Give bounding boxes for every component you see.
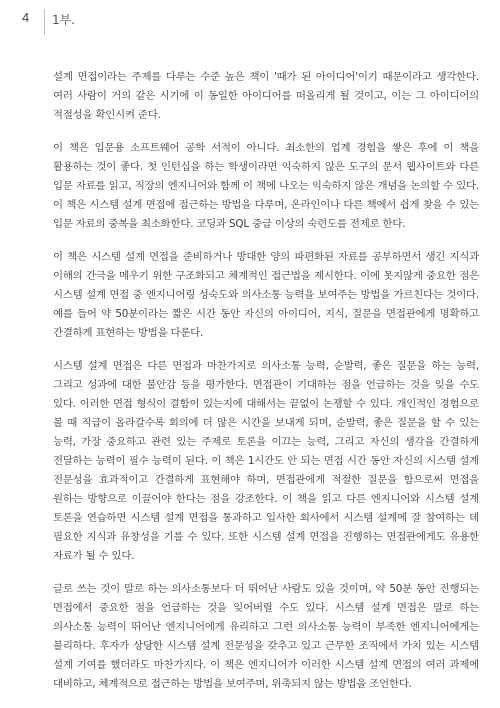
- paragraph: 시스템 설계 면접은 다른 면접과 마찬가지로 의사소통 능력, 순발력, 좋은 질문을 하는 능력, 그리고 성과에 대한 불안감 등을 평가한다. 면접관이 기대하는 점을 언급하는 것을 잊을 수도 있다. 이러한 면접 형식이 결함이 있는지에 대해서는 끝없이 논쟁할 수 있다. 개인적인 경험으로 볼 때 직급이 올라갈수록 회의에 더 많은 시간을 보내게 되며, 순발력, 좋은 질문을 할 수 있는 능력, 가장 중요하고 관련 있는 주제로 토론을 이끄는 능력, 그리고 자신의 생각을 간결하게 전달하는 능력이 필수 능력이 된다. 이 책은 1시간도 안 되는 면접 시간 동안 자신의 시스템 설계 전문성을 효과적이고 간결하게 표현해야 하며, 면접관에게 적절한 질문을 함으로써 면접을 원하는 방향으로 이끌어야 한다는 점을 강조한다. 이 책을 읽고 다른 엔지니어와 시스템 설계 토론을 연습하면 시스템 설계 면접을 통과하고 입사한 회사에서 시스템 설계에 잘 참여하는 데 필요한 지식과 유창성을 기를 수 있다. 또한 시스템 설계 면접을 진행하는 면접관에게도 유용한 자료가 될 수 있다.: [53, 360, 479, 562]
- running-head-chapter: 1부.: [52, 13, 76, 27]
- paragraph: 이 책은 입문용 소프트웨어 공학 서적이 아니다. 최소한의 업계 경험을 쌓은 후에 이 책을 활용하는 것이 좋다. 첫 인턴십을 하는 학생이라면 익숙하지 않은 도구의 문서 웹사이트와 다른 입문 자료를 읽고, 직장의 엔지니어와 함께 이 책에 나오는 익숙하지 않은 개념을 논의할 수 있다. 이 책은 시스템 설계 면접에 접근하는 방법을 다루며, 온라인이나 다른 책에서 쉽게 찾을 수 있는 입문 자료의 중복을 최소화한다. 코딩과 SQL 중급 이상의 숙련도를 전제로 한다.: [53, 142, 479, 230]
- paragraph: 이 책은 시스템 설계 면접을 준비하거나 방대한 양의 파편화된 자료를 공부하면서 생긴 지식과 이해의 간극을 메우기 위한 구조화되고 체계적인 접근법을 제시한다. 이에 못지않게 중요한 점은 시스템 설계 면접 중 엔지니어링 성숙도와 의사소통 능력을 보여주는 방법을 가르친다는 것이다. 예를 들어 약 50분이라는 짧은 시간 동안 자신의 아이디어, 지식, 질문을 면접관에게 명확하고 간결하게 표현하는 방법을 다룬다.: [53, 251, 479, 339]
- paragraph: 글로 쓰는 것이 말로 하는 의사소통보다 더 뛰어난 사람도 있을 것이며, 약 50분 동안 진행되는 면접에서 중요한 점을 언급하는 것을 잊어버릴 수도 있다. 시스템 설계 면접은 말로 하는 의사소통 능력이 뛰어난 엔지니어에게 유리하고 그런 의사소통 능력이 부족한 엔지니어에게는 불리하다. 후자가 상당한 시스템 설계 전문성을 갖추고 있고 근무한 조직에서 가치 있는 시스템 설계 기여를 했더라도 마찬가지다. 이 책은 엔지니어가 이러한 시스템 설계 면접의 여러 과제에 대비하고, 체계적으로 접근하는 방법을 보여주며, 위축되지 않는 방법을 조언한다.: [53, 583, 479, 690]
- page-header: [0, 0, 500, 44]
- header-divider: [44, 9, 45, 35]
- paragraph: 설계 면접이라는 주제를 다루는 수준 높은 책이 '때가 된 아이디어'이기 때문이라고 생각한다. 여러 사람이 거의 같은 시기에 이 동일한 아이디어를 떠올리게 될 것이고, 이는 그 아이디어의 적절성을 확인시켜 준다.: [53, 71, 479, 121]
- body-text: [53, 68, 479, 708]
- page-number: 4: [22, 10, 30, 25]
